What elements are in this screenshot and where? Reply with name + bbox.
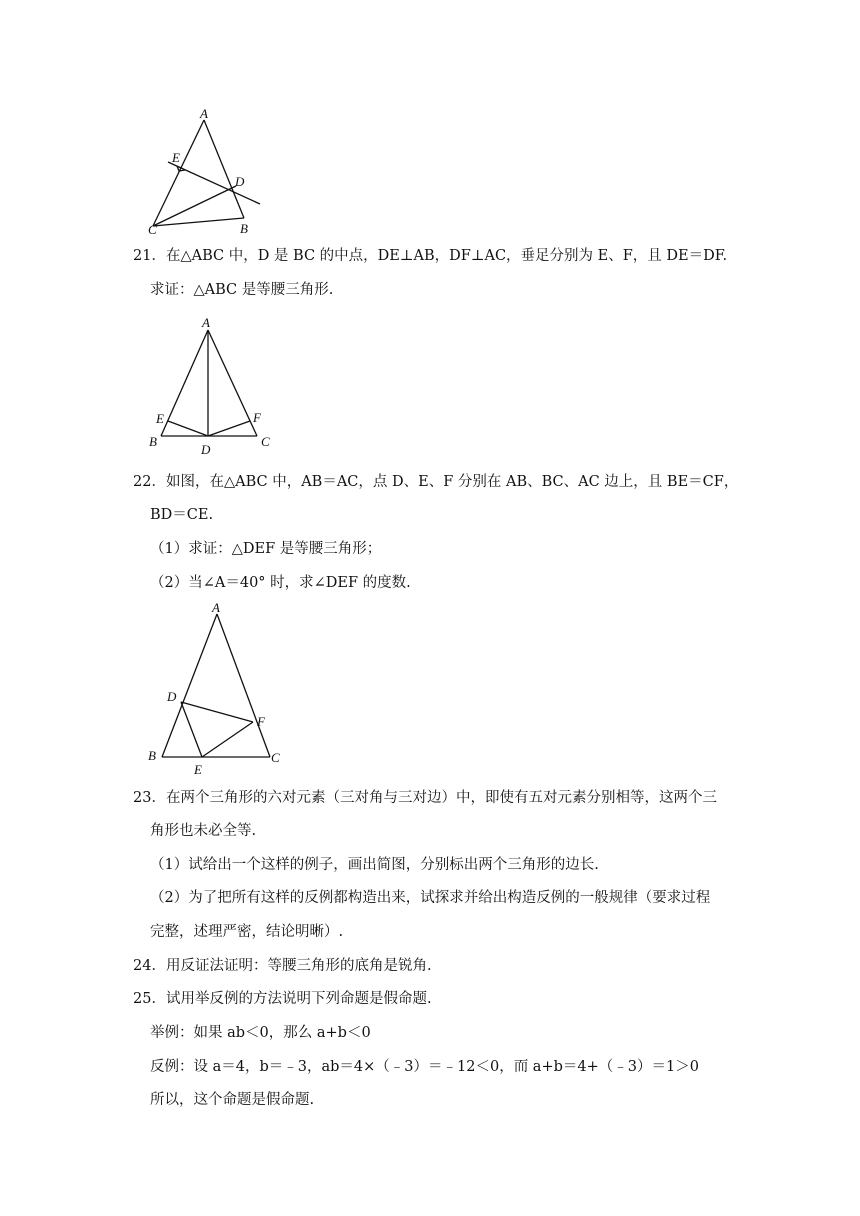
label-E: E — [194, 762, 202, 777]
q22-line2: BD＝CE. — [150, 507, 214, 523]
q21-line1: 21．在△ABC 中，D 是 BC 的中点，DE⊥AB，DF⊥AC，垂足分别为 E、F，且 DE＝DF. — [133, 248, 728, 264]
label-D: D — [201, 442, 211, 457]
figure-q22 — [144, 600, 289, 780]
label-A: A — [212, 600, 220, 615]
label-A: A — [202, 315, 210, 330]
q25-example: 举例：如果 ab＜0，那么 a+b＜0 — [150, 1025, 371, 1041]
q23-part1: （1）试给出一个这样的例子，画出简图，分别标出两个三角形的边长. — [150, 857, 599, 873]
label-B: B — [149, 434, 157, 449]
label-E: E — [172, 150, 180, 165]
label-E: E — [156, 411, 164, 426]
q23-line1: 23．在两个三角形的六对元素（三对角与三对边）中，即使有五对元素分别相等，这两个三 — [133, 790, 717, 806]
q23-part2b: 完整，述理严密，结论明晰）. — [150, 924, 344, 940]
q25-line1: 25．试用举反例的方法说明下列命题是假命题. — [133, 991, 432, 1007]
q23-line2: 角形也未必全等. — [150, 823, 257, 839]
label-C: C — [148, 222, 157, 236]
label-B: B — [148, 748, 156, 763]
label-D: D — [235, 174, 245, 189]
label-D: D — [167, 689, 177, 704]
label-C: C — [261, 434, 270, 449]
label-A: A — [200, 106, 208, 121]
label-F: F — [257, 714, 265, 729]
q25-conclusion: 所以，这个命题是假命题. — [150, 1092, 315, 1108]
label-C: C — [271, 750, 280, 765]
q22-line1: 22．如图，在△ABC 中，AB＝AC，点 D、E、F 分别在 AB、BC、AC 边上，且 BE＝CF， — [133, 474, 739, 490]
q22-part2: （2）当∠A＝40° 时，求∠DEF 的度数. — [150, 575, 411, 591]
q22-part1: （1）求证：△DEF 是等腰三角形； — [150, 541, 382, 557]
figure-q21 — [144, 312, 284, 457]
figure-q20 — [148, 106, 268, 236]
q25-counter: 反例：设 a＝4，b＝﹣3，ab＝4×（﹣3）＝﹣12＜0，而 a+b＝4+（﹣3）＝1＞0 — [150, 1059, 699, 1075]
q23-part2a: （2）为了把所有这样的反例都构造出来，试探求并给出构造反例的一般规律（要求过程 — [150, 890, 711, 906]
label-B: B — [240, 221, 248, 236]
label-F: F — [253, 410, 261, 425]
q21-line2: 求证：△ABC 是等腰三角形. — [150, 282, 334, 298]
q24-line1: 24．用反证法证明：等腰三角形的底角是锐角. — [133, 958, 432, 974]
